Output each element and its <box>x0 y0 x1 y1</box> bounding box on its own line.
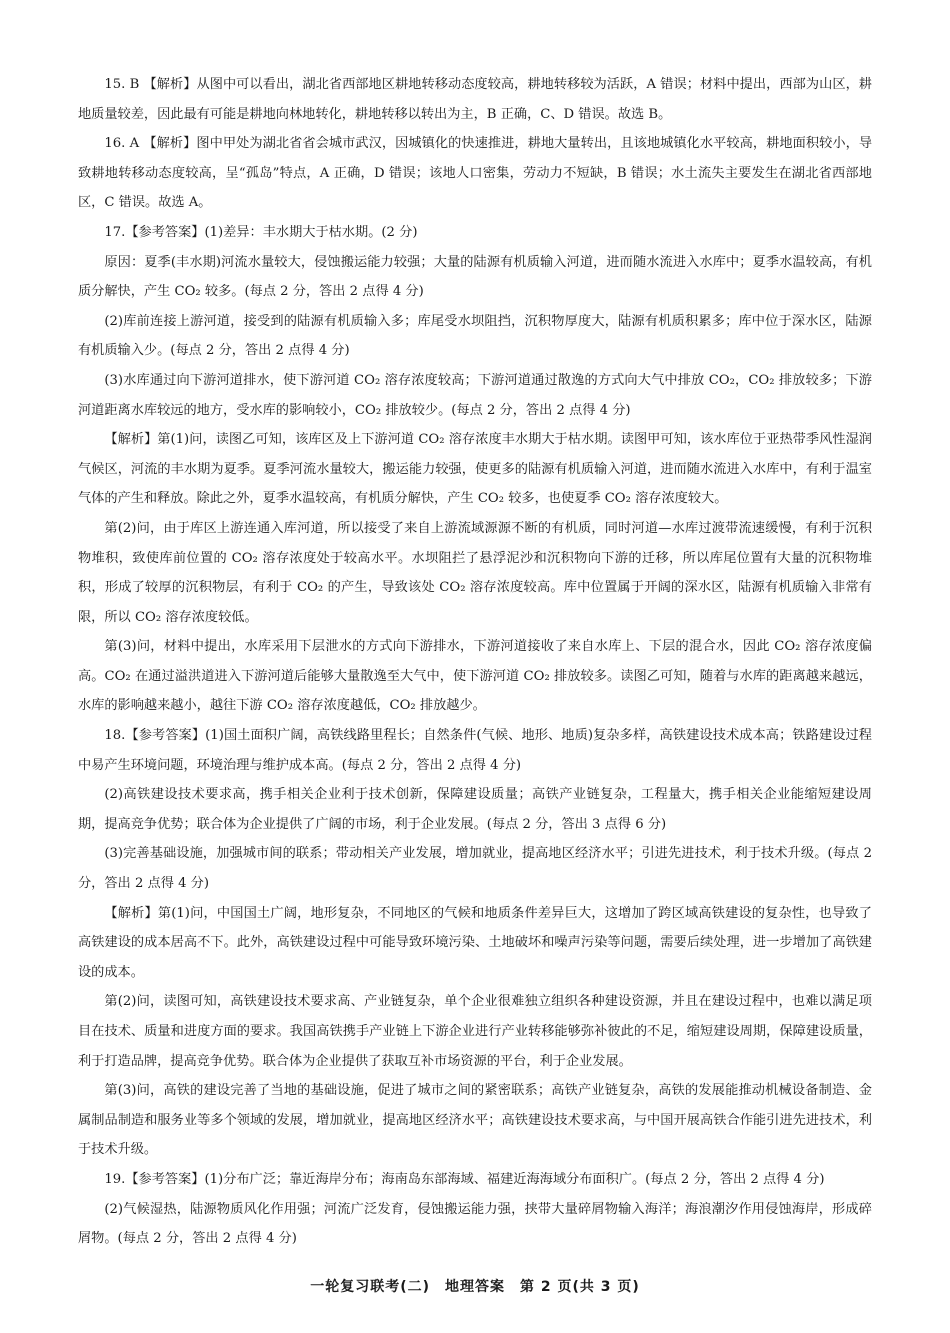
page-footer: 一轮复习联考(二) 地理答案 第 2 页(共 3 页) <box>310 1279 640 1295</box>
answer-17-part2: (2)库前连接上游河道，接受到的陆源有机质输入多；库尾受水坝阻挡，沉积物厚度大，陆源有机质积累多；库中位于深水区，陆源有机质输入少。(每点 2 分，答出 2 点得 4 分) <box>78 313 872 359</box>
answer-18-part2: (2)高铁建设技术要求高，携手相关企业利于技术创新，保障建设质量；高铁产业链复杂，工程量大，携手相关企业能缩短建设周期，提高竞争优势；联合体为企业提供了广阔的市场，利于企业发展。(每点 2 分，答出 3 点得 6 分) <box>78 787 872 832</box>
answer-17-part3: (3)水库通过向下游河道排水，使下游河道 CO₂ 溶存浓度较高；下游河道通过散逸的方式向大气中排放 CO₂，CO₂ 排放较多；下游河道距离水库较远的地方，受水库的影响较小，CO₂ 排放较少。(每点 2 分，答出 2 点得 4 分) <box>78 372 872 418</box>
answer-15: 15. B 【解析】从图中可以看出，湖北省西部地区耕地转移动态度较高，耕地转移较为活跃，A 错误；材料中提出，西部为山区，耕地质量较差，因此最有可能是耕地向林地转化，耕地转移以转出为主，B 正确，C、D 错误。故选 B。 <box>78 77 872 122</box>
analysis-17-q1: 【解析】第(1)问，读图乙可知，该库区及上下游河道 CO₂ 溶存浓度丰水期大于枯水期。读图甲可知，该水库位于亚热带季风性湿润气候区，河流的丰水期为夏季。夏季河流水量较大，搬运能力较强，使更多的陆源有机质输入河道，进而随水流进入水库中，有利于温室气体的产生和释放。除此之外，夏季水温较高，有机质分解快，产生 CO₂ 较多，也使夏季 CO₂ 溶存浓度较大。 <box>78 432 872 507</box>
answer-17-reason: 原因：夏季(丰水期)河流水量较大，侵蚀搬运能力较强；大量的陆源有机质输入河道，进而随水流进入水库中；夏季水温较高，有机质分解快，产生 CO₂ 较多。(每点 2 分，答出 2 点得 4 分) <box>78 254 872 300</box>
analysis-17-q3: 第(3)问，材料中提出，水库采用下层泄水的方式向下游排水，下游河道接收了来自水库上、下层的混合水，因此 CO₂ 溶存浓度偏高。CO₂ 在通过溢洪道进入下游河道后能够大量散逸至大气中，使下游河道 CO₂ 排放较多。读图乙可知，随着与水库的距离越来越远，水库的影响越来越小，越往下游 CO₂ 溶存浓度越低，CO₂ 排放越少。 <box>78 639 872 714</box>
answer-18-part1: 18.【参考答案】(1)国土面积广阔，高铁线路里程长；自然条件(气候、地形、地质)复杂多样，高铁建设技术成本高；铁路建设过程中易产生环境问题，环境治理与维护成本高。(每点 2 分，答出 2 点得 4 分) <box>78 728 872 773</box>
answer-16: 16. A 【解析】图中甲处为湖北省省会城市武汉，因城镇化的快速推进，耕地大量转出，且该地城镇化水平较高，耕地面积较小，导致耕地转移动态度较高，呈“孤岛”特点，A 正确，D 错误；该地人口密集，劳动力不短缺，B 错误；水土流失主要发生在湖北省西部地区，C 错误。故选 A。 <box>78 136 872 211</box>
analysis-18-q1: 【解析】第(1)问，中国国土广阔，地形复杂，不同地区的气候和地质条件差异巨大，这增加了跨区域高铁建设的复杂性，也导致了高铁建设的成本居高不下。此外，高铁建设过程中可能导致环境污染、土地破坏和噪声污染等问题，需要后续处理，进一步增加了高铁建设的成本。 <box>78 905 872 980</box>
analysis-18-q3: 第(3)问，高铁的建设完善了当地的基础设施，促进了城市之间的紧密联系；高铁产业链复杂，高铁的发展能推动机械设备制造、金属制品制造和服务业等多个领域的发展，增加就业，提高地区经济水平；高铁建设技术要求高，与中国开展高铁合作能引进先进技术，利于技术升级。 <box>78 1083 872 1158</box>
answer-19-part2: (2)气候湿热，陆源物质风化作用强；河流广泛发育，侵蚀搬运能力强，挟带大量碎屑物输入海洋；海浪潮汐作用侵蚀海岸，形成碎屑物。(每点 2 分，答出 2 点得 4 分) <box>78 1201 872 1247</box>
answer-18-part3: (3)完善基础设施，加强城市间的联系；带动相关产业发展，增加就业，提高地区经济水平；引进先进技术，利于技术升级。(每点 2 分，答出 2 点得 4 分) <box>78 846 872 892</box>
analysis-18-q2: 第(2)问，读图可知，高铁建设技术要求高、产业链复杂，单个企业很难独立组织各种建设资源，并且在建设过程中，也难以满足项目在技术、质量和进度方面的要求。我国高铁携手产业链上下游企业进行产业转移能够弥补彼此的不足，缩短建设周期，保障建设质量，利于打造品牌，提高竞争优势。联合体为企业提供了获取互补市场资源的平台，利于企业发展。 <box>78 994 872 1069</box>
answer-19-part1: 19.【参考答案】(1)分布广泛；靠近海岸分布；海南岛东部海域、福建近海海域分布面积广。(每点 2 分，答出 2 点得 4 分) <box>104 1171 825 1187</box>
answer-17-part1: 17.【参考答案】(1)差异：丰水期大于枯水期。(2 分) <box>104 224 418 240</box>
analysis-17-q2: 第(2)问，由于库区上游连通入库河道，所以接受了来自上游流域源源不断的有机质，同时河道—水库过渡带流速缓慢，有利于沉积物堆积，致使库前位置的 CO₂ 溶存浓度处于较高水平。水坝阻拦了悬浮泥沙和沉积物向下游的迁移，所以库尾位置有大量的沉积物堆积，形成了较厚的沉积物层，有利于 CO₂ 的产生，导致该处 CO₂ 溶存浓度较高。库中位置属于开阔的深水区，陆源有机质输入非常有限，所以 CO₂ 溶存浓度较低。 <box>78 520 872 625</box>
answer-page-body <box>78 70 872 1254</box>
